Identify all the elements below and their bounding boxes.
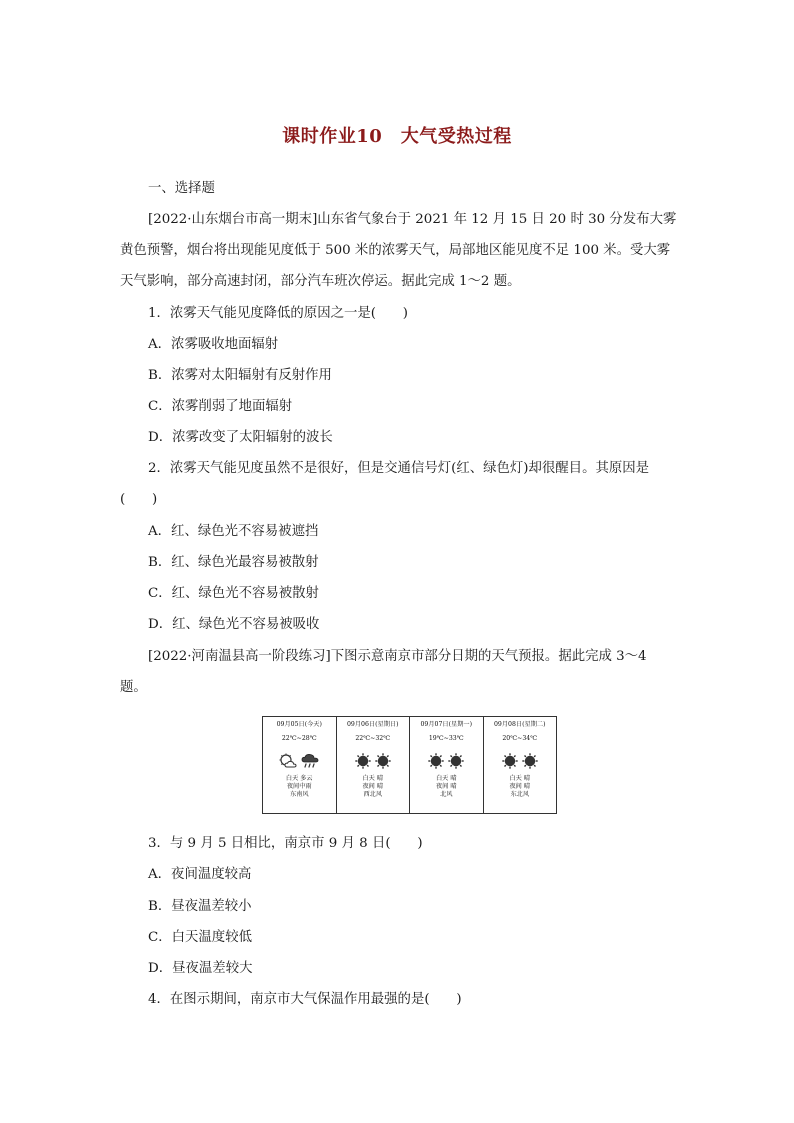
q1-option-d: D．浓雾改变了太阳辐射的波长: [148, 430, 333, 445]
section-heading: 一、选择题: [148, 181, 215, 196]
forecast-daytime: 白天 晴: [509, 775, 531, 782]
q2-option-a: A．红、绿色光不容易被遮挡: [148, 524, 319, 539]
intro1-line3: 天气影响，部分高速封闭，部分汽车班次停运。据此完成 1～2 题。: [120, 274, 521, 289]
intro2-line1: [2022·河南温县高一阶段练习]下图示意南京市部分日期的天气预报。据此完成 3～4: [148, 649, 647, 664]
forecast-temp: 22℃~32℃: [355, 735, 391, 742]
sun-icon: [428, 753, 444, 769]
forecast-temp: 19℃~33℃: [428, 735, 464, 742]
weather-forecast-figure: [262, 716, 557, 814]
forecast-daytime: 白天 多云: [285, 775, 313, 782]
forecast-temp: 20℃~34℃: [502, 735, 538, 742]
q4-stem: 4．在图示期间，南京市大气保温作用最强的是( ): [148, 992, 462, 1007]
page-title: 课时作业10 大气受热过程: [282, 126, 512, 147]
forecast-wind: 东北风: [510, 791, 530, 798]
forecast-daytime: 白天 晴: [435, 775, 457, 782]
q1-option-a: A．浓雾吸收地面辐射: [148, 337, 279, 352]
q2-stem-line2: ( ): [120, 492, 158, 507]
q3-stem: 3．与 9 月 5 日相比，南京市 9 月 8 日( ): [148, 836, 423, 851]
forecast-daytime: 白天 晴: [362, 775, 384, 782]
forecast-wind: 东南风: [289, 791, 309, 798]
q2-option-b: B．红、绿色光最容易被散射: [148, 555, 319, 570]
forecast-night: 夜间中雨: [286, 783, 312, 790]
forecast-wind: 北风: [440, 791, 453, 798]
q3-option-a: A．夜间温度较高: [148, 867, 252, 882]
sun-icon: [522, 753, 538, 769]
forecast-temp: 22℃~28℃: [281, 735, 317, 742]
forecast-night: 夜间 晴: [509, 783, 531, 790]
sun-icon: [502, 753, 518, 769]
q3-option-b: B．昼夜温差较小: [148, 899, 252, 914]
intro1-line1: [2022·山东烟台市高一期末]山东省气象台于 2021 年 12 月 15 日 20 时 30 分发布大雾: [148, 212, 677, 227]
forecast-night: 夜间 晴: [435, 783, 457, 790]
q1-option-c: C．浓雾削弱了地面辐射: [148, 399, 293, 414]
forecast-wind: 西北风: [363, 791, 383, 798]
forecast-night: 夜间 晴: [362, 783, 384, 790]
forecast-day-0906: [337, 717, 411, 813]
q2-option-c: C．红、绿色光不容易被散射: [148, 586, 319, 601]
intro1-line2: 黄色预警，烟台将出现能见度低于 500 米的浓雾天气，局部地区能见度不足 100 米。受大雾: [120, 243, 671, 258]
sun-icon: [448, 753, 464, 769]
forecast-date: 09月05日(今天): [276, 721, 322, 728]
intro2-line2: 题。: [120, 680, 147, 695]
q1-stem: 1．浓雾天气能见度降低的原因之一是( ): [148, 306, 408, 321]
forecast-day-0905: [263, 717, 337, 813]
sun-icon: [375, 753, 391, 769]
q1-option-b: B．浓雾对太阳辐射有反射作用: [148, 368, 332, 383]
q2-stem-line1: 2．浓雾天气能见度虽然不是很好，但是交通信号灯(红、绿色灯)却很醒目。其原因是: [148, 461, 650, 476]
forecast-day-0907: [410, 717, 484, 813]
forecast-date: 09月07日(星期一): [420, 721, 472, 728]
sun-icon: [355, 753, 371, 769]
rain-cloud-icon: [301, 753, 319, 769]
forecast-date: 09月06日(星期日): [346, 721, 399, 728]
q3-option-d: D．昼夜温差较大: [148, 961, 253, 976]
q3-option-c: C．白天温度较低: [148, 930, 252, 945]
forecast-day-0908: [484, 717, 557, 813]
q2-option-d: D．红、绿色光不容易被吸收: [148, 617, 320, 632]
cloud-sun-icon: [279, 753, 297, 769]
forecast-date: 09月08日(星期二): [493, 721, 546, 728]
